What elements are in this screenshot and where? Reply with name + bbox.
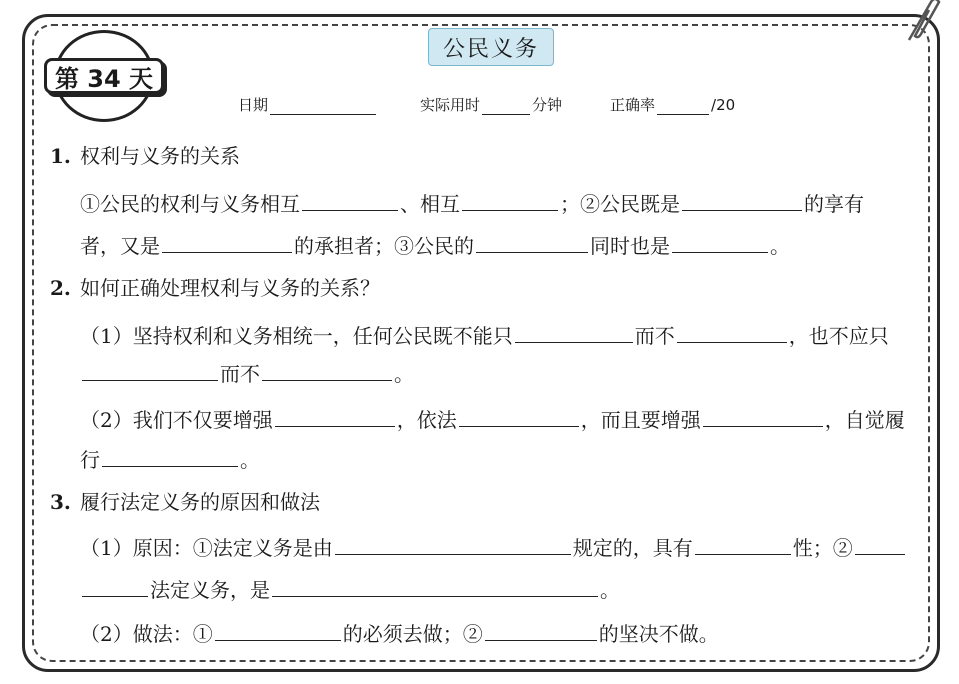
answer-blank[interactable] [515, 322, 633, 343]
answer-blank[interactable] [335, 534, 571, 555]
date-label: 日期 [238, 96, 269, 114]
q2-text: ，依法 [396, 408, 457, 432]
answer-blank[interactable] [215, 620, 341, 641]
answer-blank[interactable] [102, 446, 238, 467]
answer-blank[interactable] [682, 190, 802, 211]
time-label: 实际用时 [420, 96, 481, 114]
answer-blank[interactable] [462, 190, 558, 211]
answer-blank[interactable] [302, 190, 398, 211]
q1-number: 1. [50, 144, 71, 168]
q1-title: 权利与义务的关系 [80, 144, 240, 168]
q3-text: 。 [600, 578, 620, 602]
q3-line2 [80, 574, 620, 603]
q2-text: 。 [240, 448, 260, 472]
answer-blank[interactable] [855, 534, 905, 555]
q2-text: 而不 [220, 362, 260, 386]
q1-line2 [80, 230, 790, 259]
answer-blank[interactable] [695, 534, 791, 555]
q3-line3 [80, 618, 719, 647]
q2-text: （1）坚持权利和义务相统一，任何公民既不能只 [80, 324, 513, 348]
q2-line4 [80, 444, 260, 473]
q2-text: （2）我们不仅要增强 [80, 408, 273, 432]
q3-heading [50, 486, 320, 515]
answer-blank[interactable] [703, 406, 823, 427]
q1-text: ；②公民既是 [560, 192, 680, 216]
q3-text: （1）原因：①法定义务是由 [80, 536, 333, 560]
q1-heading [50, 140, 240, 169]
accuracy-field [610, 94, 735, 115]
time-blank[interactable] [482, 100, 530, 115]
answer-blank[interactable] [275, 406, 395, 427]
day-label: 第 34 天 [44, 58, 164, 94]
answer-blank[interactable] [459, 406, 579, 427]
time-field [420, 94, 562, 115]
q2-text: 行 [80, 448, 100, 472]
q3-number: 3. [50, 490, 71, 514]
q2-text: 。 [394, 362, 414, 386]
accuracy-label: 正确率 [610, 96, 656, 114]
q2-text: ，也不应只 [788, 324, 889, 348]
time-unit: 分钟 [532, 96, 563, 114]
q1-text: 、相互 [400, 192, 460, 216]
page-title: 公民义务 [428, 28, 554, 66]
q2-text: ，自觉履 [824, 408, 905, 432]
q2-text: ，而且要增强 [580, 408, 701, 432]
q3-text: 规定的，具有 [572, 536, 693, 560]
answer-blank[interactable] [82, 576, 148, 597]
q1-text: ①公民的权利与义务相互 [80, 192, 300, 216]
answer-blank[interactable] [82, 360, 218, 381]
q3-text: 性；② [792, 536, 853, 560]
q2-title: 如何正确处理权利与义务的关系？ [80, 276, 380, 300]
q3-text: （2）做法：① [80, 622, 213, 646]
answer-blank[interactable] [485, 620, 597, 641]
q2-line3 [80, 404, 905, 433]
q3-line1 [80, 532, 907, 561]
q3-text: 法定义务，是 [150, 578, 270, 602]
q2-number: 2. [50, 276, 71, 300]
date-blank[interactable] [270, 100, 376, 115]
day-badge [44, 30, 164, 120]
q2-line1 [80, 320, 889, 349]
paperclip-icon [901, 0, 941, 48]
q1-text: 。 [770, 234, 790, 258]
q1-text: 的享有 [804, 192, 864, 216]
answer-blank[interactable] [272, 576, 598, 597]
q1-text: 者，又是 [80, 234, 160, 258]
q2-heading [50, 272, 380, 301]
q1-text: 的承担者；③公民的 [294, 234, 474, 258]
accuracy-blank[interactable] [657, 100, 709, 115]
q2-text: 而不 [634, 324, 675, 348]
q1-line1 [80, 188, 864, 217]
q1-text: 同时也是 [590, 234, 670, 258]
q2-line2 [80, 358, 414, 387]
answer-blank[interactable] [162, 232, 292, 253]
q3-title: 履行法定义务的原因和做法 [80, 490, 320, 514]
date-field [238, 94, 378, 115]
accuracy-total: /20 [711, 96, 736, 114]
answer-blank[interactable] [476, 232, 588, 253]
q3-text: 的坚决不做。 [598, 622, 719, 646]
q3-text: 的必须去做；② [342, 622, 483, 646]
answer-blank[interactable] [677, 322, 787, 343]
answer-blank[interactable] [672, 232, 768, 253]
answer-blank[interactable] [262, 360, 392, 381]
